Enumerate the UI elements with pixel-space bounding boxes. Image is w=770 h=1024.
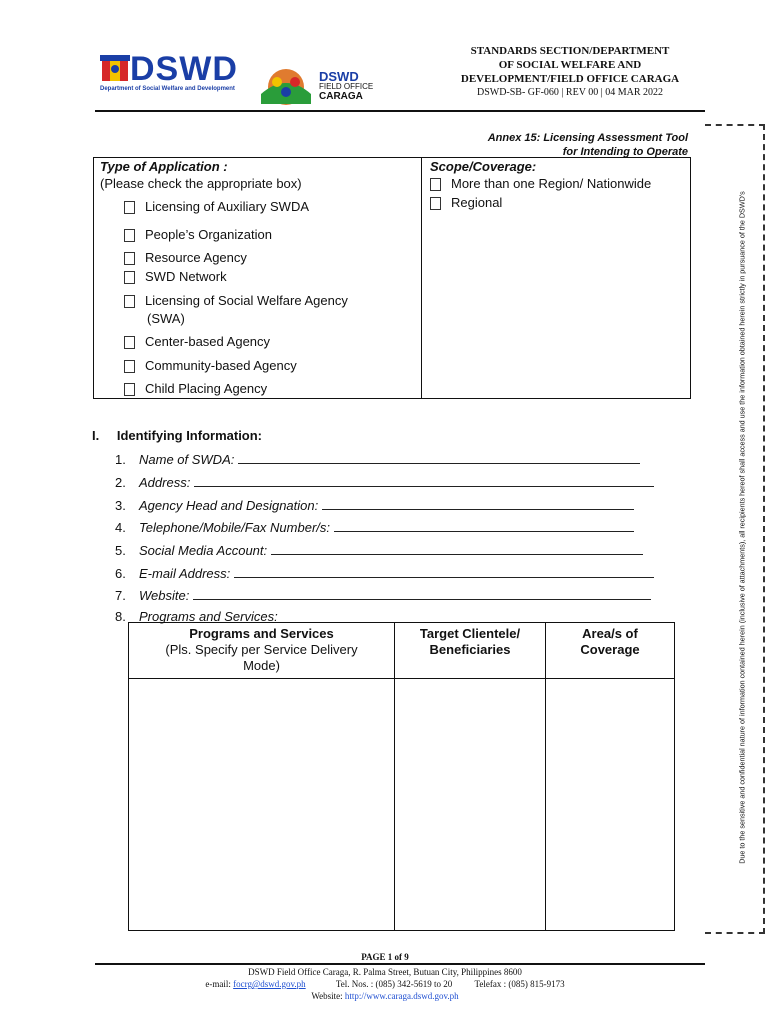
checkbox[interactable] — [124, 383, 135, 396]
field-office-emblem-icon — [255, 68, 317, 106]
fo-logo-text: DSWD — [319, 69, 359, 84]
option-center-based[interactable] — [124, 333, 270, 351]
doc-code: DSWD-SB- GF-060 | REV 00 | 04 MAR 2022 — [476, 87, 664, 98]
checkbox[interactable] — [124, 229, 135, 242]
org-line3: DEVELOPMENT/FIELD OFFICE CARAGA — [460, 73, 680, 85]
org-line2: OF SOCIAL WELFARE AND — [498, 59, 642, 71]
dswd-emblem-icon — [100, 55, 130, 83]
annex-title — [380, 131, 688, 159]
col-target-line2: Beneficiaries — [429, 642, 511, 657]
field-agency-head[interactable] — [115, 497, 634, 513]
option-label: SWD Network — [145, 269, 227, 284]
scope-option-regional[interactable] — [430, 194, 502, 212]
section-identifying-info — [92, 428, 262, 443]
field-social-media[interactable] — [115, 542, 643, 558]
option-label: Licensing of Auxiliary SWDA — [145, 199, 310, 214]
field-label: Telephone/Mobile/Fax Number/s: — [139, 520, 331, 535]
col-area-header — [546, 626, 674, 658]
footer-contacts — [0, 978, 770, 990]
section-number: I. — [92, 428, 100, 443]
option-resource-agency[interactable] — [124, 249, 247, 267]
programs-table — [128, 622, 675, 931]
checkbox[interactable] — [430, 197, 441, 210]
target-clientele-column[interactable] — [395, 623, 546, 930]
option-label: More than one Region/ Nationwide — [451, 176, 652, 191]
email-label: e-mail: — [205, 979, 231, 989]
page-number: PAGE 1 of 9 — [361, 952, 409, 962]
field-label: Social Media Account: — [139, 543, 268, 558]
col-area-line1: Area/s of — [582, 626, 638, 641]
field-blank-line[interactable] — [238, 451, 640, 464]
annex-line2: for Intending to Operate — [562, 146, 688, 158]
field-number: 5. — [115, 543, 126, 558]
section-title: Identifying Information: — [116, 428, 263, 443]
field-number: 8. — [115, 609, 126, 624]
field-label: Agency Head and Designation: — [139, 498, 319, 513]
option-label: Licensing of Social Welfare Agency — [145, 293, 348, 308]
type-of-application-column — [94, 158, 422, 398]
field-office-logo — [255, 68, 373, 106]
field-number: 3. — [115, 498, 126, 513]
option-swd-network[interactable] — [124, 268, 227, 286]
checkbox[interactable] — [430, 178, 441, 191]
header-org-block — [440, 44, 700, 100]
option-label: Child Placing Agency — [145, 381, 268, 396]
col-programs-sub2: Mode) — [243, 658, 280, 673]
field-number: 2. — [115, 475, 126, 490]
option-swa-continuation: (SWA) — [147, 311, 185, 326]
type-instruction: (Please check the appropriate box) — [100, 176, 302, 191]
col-area-line2: Coverage — [580, 642, 640, 657]
website-link[interactable]: http://www.caraga.dswd.gov.ph — [344, 991, 459, 1001]
field-email[interactable] — [115, 565, 654, 581]
tel-numbers: Tel. Nos. : (085) 342-5619 to 20 — [335, 979, 453, 989]
side-notice — [734, 128, 748, 934]
field-label: Name of SWDA: — [139, 452, 235, 467]
field-blank-line[interactable] — [194, 474, 654, 487]
checkbox[interactable] — [124, 201, 135, 214]
field-name-of-swda[interactable] — [115, 451, 640, 467]
field-website[interactable] — [115, 587, 651, 603]
annex-line1: Annex 15: Licensing Assessment Tool — [487, 132, 688, 144]
col-programs-title: Programs and Services — [189, 626, 334, 641]
field-number: 7. — [115, 588, 126, 603]
field-address[interactable] — [115, 474, 654, 490]
option-swa[interactable] — [124, 292, 348, 310]
email-link[interactable]: focrg@dswd.gov.ph — [233, 979, 306, 989]
footer-website — [0, 990, 770, 1002]
checkbox[interactable] — [124, 336, 135, 349]
field-blank-line[interactable] — [271, 542, 643, 555]
col-programs-sub1: (Pls. Specify per Service Delivery — [165, 642, 358, 657]
field-blank-line[interactable] — [193, 587, 651, 600]
option-label: Regional — [451, 195, 503, 210]
table-header-divider — [129, 678, 674, 679]
footer-address: DSWD Field Office Caraga, R. Palma Street, Butuan City, Philippines 8600 — [248, 967, 522, 977]
option-community-based[interactable] — [124, 357, 297, 375]
option-auxiliary-swda[interactable] — [124, 198, 309, 216]
field-blank-line[interactable] — [334, 519, 634, 532]
scope-title: Scope/Coverage: — [430, 159, 537, 174]
option-label: People’s Organization — [145, 227, 272, 242]
option-peoples-organization[interactable] — [124, 226, 272, 244]
footer-divider — [95, 963, 705, 965]
dswd-logo-subtext: Department of Social Welfare and Development — [100, 86, 235, 92]
checkbox[interactable] — [124, 295, 135, 308]
scope-option-nationwide[interactable] — [430, 175, 651, 193]
fo-logo-sub1: FIELD OFFICE — [319, 82, 374, 91]
checkbox[interactable] — [124, 271, 135, 284]
header-divider — [95, 110, 705, 112]
col-target-header — [395, 626, 545, 658]
fo-logo-sub2: CARAGA — [319, 91, 363, 102]
field-blank-line[interactable] — [234, 565, 654, 578]
col-programs-header — [129, 626, 394, 674]
checkbox[interactable] — [124, 360, 135, 373]
field-label: Address: — [139, 475, 191, 490]
dswd-logo-text: DSWD — [130, 50, 238, 88]
dswd-logo — [100, 52, 238, 92]
field-number: 4. — [115, 520, 126, 535]
scope-column — [422, 158, 690, 398]
field-telephone[interactable] — [115, 519, 634, 535]
field-label: Website: — [139, 588, 190, 603]
option-label: Community-based Agency — [145, 358, 297, 373]
checkbox[interactable] — [124, 252, 135, 265]
option-child-placing[interactable] — [124, 380, 267, 398]
field-number: 6. — [115, 566, 126, 581]
option-label: Resource Agency — [145, 250, 247, 265]
field-label: E-mail Address: — [139, 566, 231, 581]
org-line1: STANDARDS SECTION/DEPARTMENT — [470, 45, 670, 57]
option-label: Center-based Agency — [145, 334, 271, 349]
application-box — [93, 157, 691, 399]
field-blank-line[interactable] — [322, 497, 634, 510]
field-number: 1. — [115, 452, 126, 467]
side-notice-text: Due to the sensitive and confidential nature of information contained herein (inclusive of attachments), all recipients hereof shall access and use the information obtained herein strictly in pursuance of the DSWD's — [737, 191, 747, 864]
field-label: Programs and Services: — [139, 609, 278, 624]
telefax-number: Telefax : (085) 815-9173 — [474, 979, 565, 989]
website-label: Website: — [311, 991, 343, 1001]
col-target-line1: Target Clientele/ — [419, 626, 521, 641]
type-title: Type of Application : — [100, 159, 228, 174]
